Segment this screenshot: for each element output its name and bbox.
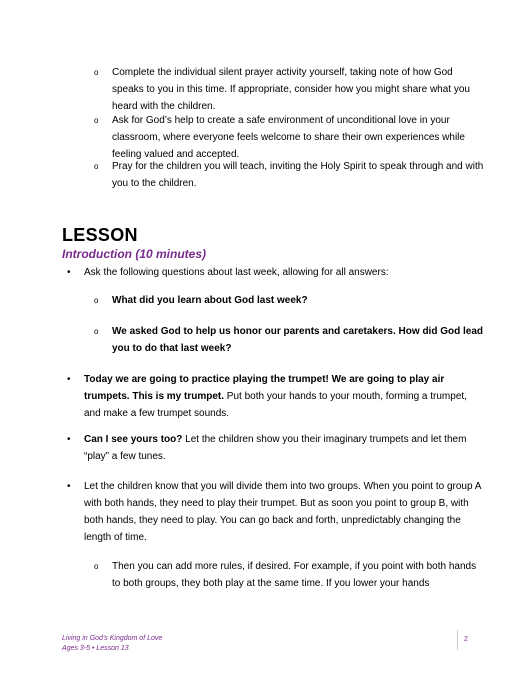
page-number: 2 xyxy=(464,636,468,643)
prep-item-text: Pray for the children you will teach, inviting the Holy Spirit to speak through and with you to the children. xyxy=(112,161,484,189)
bullet-text-bold: Can I see yours too? xyxy=(84,434,183,445)
section-subheading: Introduction (10 minutes) xyxy=(62,247,206,261)
bullet-item-show xyxy=(67,431,484,465)
bullet-item-trumpet xyxy=(67,371,484,422)
bullet-text: Let the children know that you will divide them into two groups. When you point to group A with both hands, they need to play their trumpet. But as soon you point to group B, with both hands, they need to play. You can go back and forth, unpredictably changing the length of time. xyxy=(84,481,481,543)
footer-subtitle: Ages 3-5 • Lesson 13 xyxy=(62,645,129,652)
bullet-text-normal: Put both your hands to your mouth, forming a trumpet, and make a few trumpet sounds. xyxy=(84,391,467,419)
circle-bullet-icon: o xyxy=(94,296,99,305)
footer-divider xyxy=(457,630,458,650)
prep-item-text: Complete the individual silent prayer activity yourself, taking note of how God speaks to you in this time. If appropriate, consider how you might share what you heard with the children. xyxy=(112,67,470,112)
bullet-text: Ask the following questions about last week, allowing for all answers: xyxy=(84,267,389,278)
prep-item-2 xyxy=(94,112,484,163)
circle-bullet-icon: o xyxy=(94,68,99,77)
bullet-dot-icon: • xyxy=(67,267,71,278)
question-item-2 xyxy=(94,323,484,357)
bullet-item-groups xyxy=(67,478,484,546)
prep-item-text: Ask for God’s help to create a safe environment of unconditional love in your classroom, where everyone feels welcome to share their own experiences while feeling valued and accepted. xyxy=(112,115,465,160)
bullet-dot-icon: • xyxy=(67,374,71,385)
question-text: We asked God to help us honor our parents and caretakers. How did God lead you to do that last week? xyxy=(112,326,483,354)
circle-bullet-icon: o xyxy=(94,562,99,571)
bullet-text xyxy=(84,431,484,465)
question-text: What did you learn about God last week? xyxy=(112,295,308,306)
sub-item-text: Then you can add more rules, if desired. For example, if you point with both hands to both groups, they both play at the same time. If you lower your hands xyxy=(112,561,477,589)
bullet-dot-icon: • xyxy=(67,481,71,492)
footer-title: Living in God’s Kingdom of Love xyxy=(62,635,163,642)
bullet-text xyxy=(84,371,484,422)
section-heading: LESSON xyxy=(62,225,138,245)
bullet-item-intro xyxy=(67,264,484,281)
question-item-1 xyxy=(94,292,484,309)
bullet-text-bold: Today we are going to practice playing the trumpet! We are going to play air trumpets. This is my trumpet. xyxy=(84,374,445,402)
bullet-text-normal: Let the children show you their imaginary trumpets and let them “play” a few tunes. xyxy=(84,434,467,462)
prep-item-3 xyxy=(94,158,484,192)
sub-item-rules xyxy=(94,558,484,592)
page-footer xyxy=(62,634,162,654)
circle-bullet-icon: o xyxy=(94,116,99,125)
circle-bullet-icon: o xyxy=(94,162,99,171)
bullet-dot-icon: • xyxy=(67,434,71,445)
prep-item-1 xyxy=(94,64,484,115)
circle-bullet-icon: o xyxy=(94,327,99,336)
